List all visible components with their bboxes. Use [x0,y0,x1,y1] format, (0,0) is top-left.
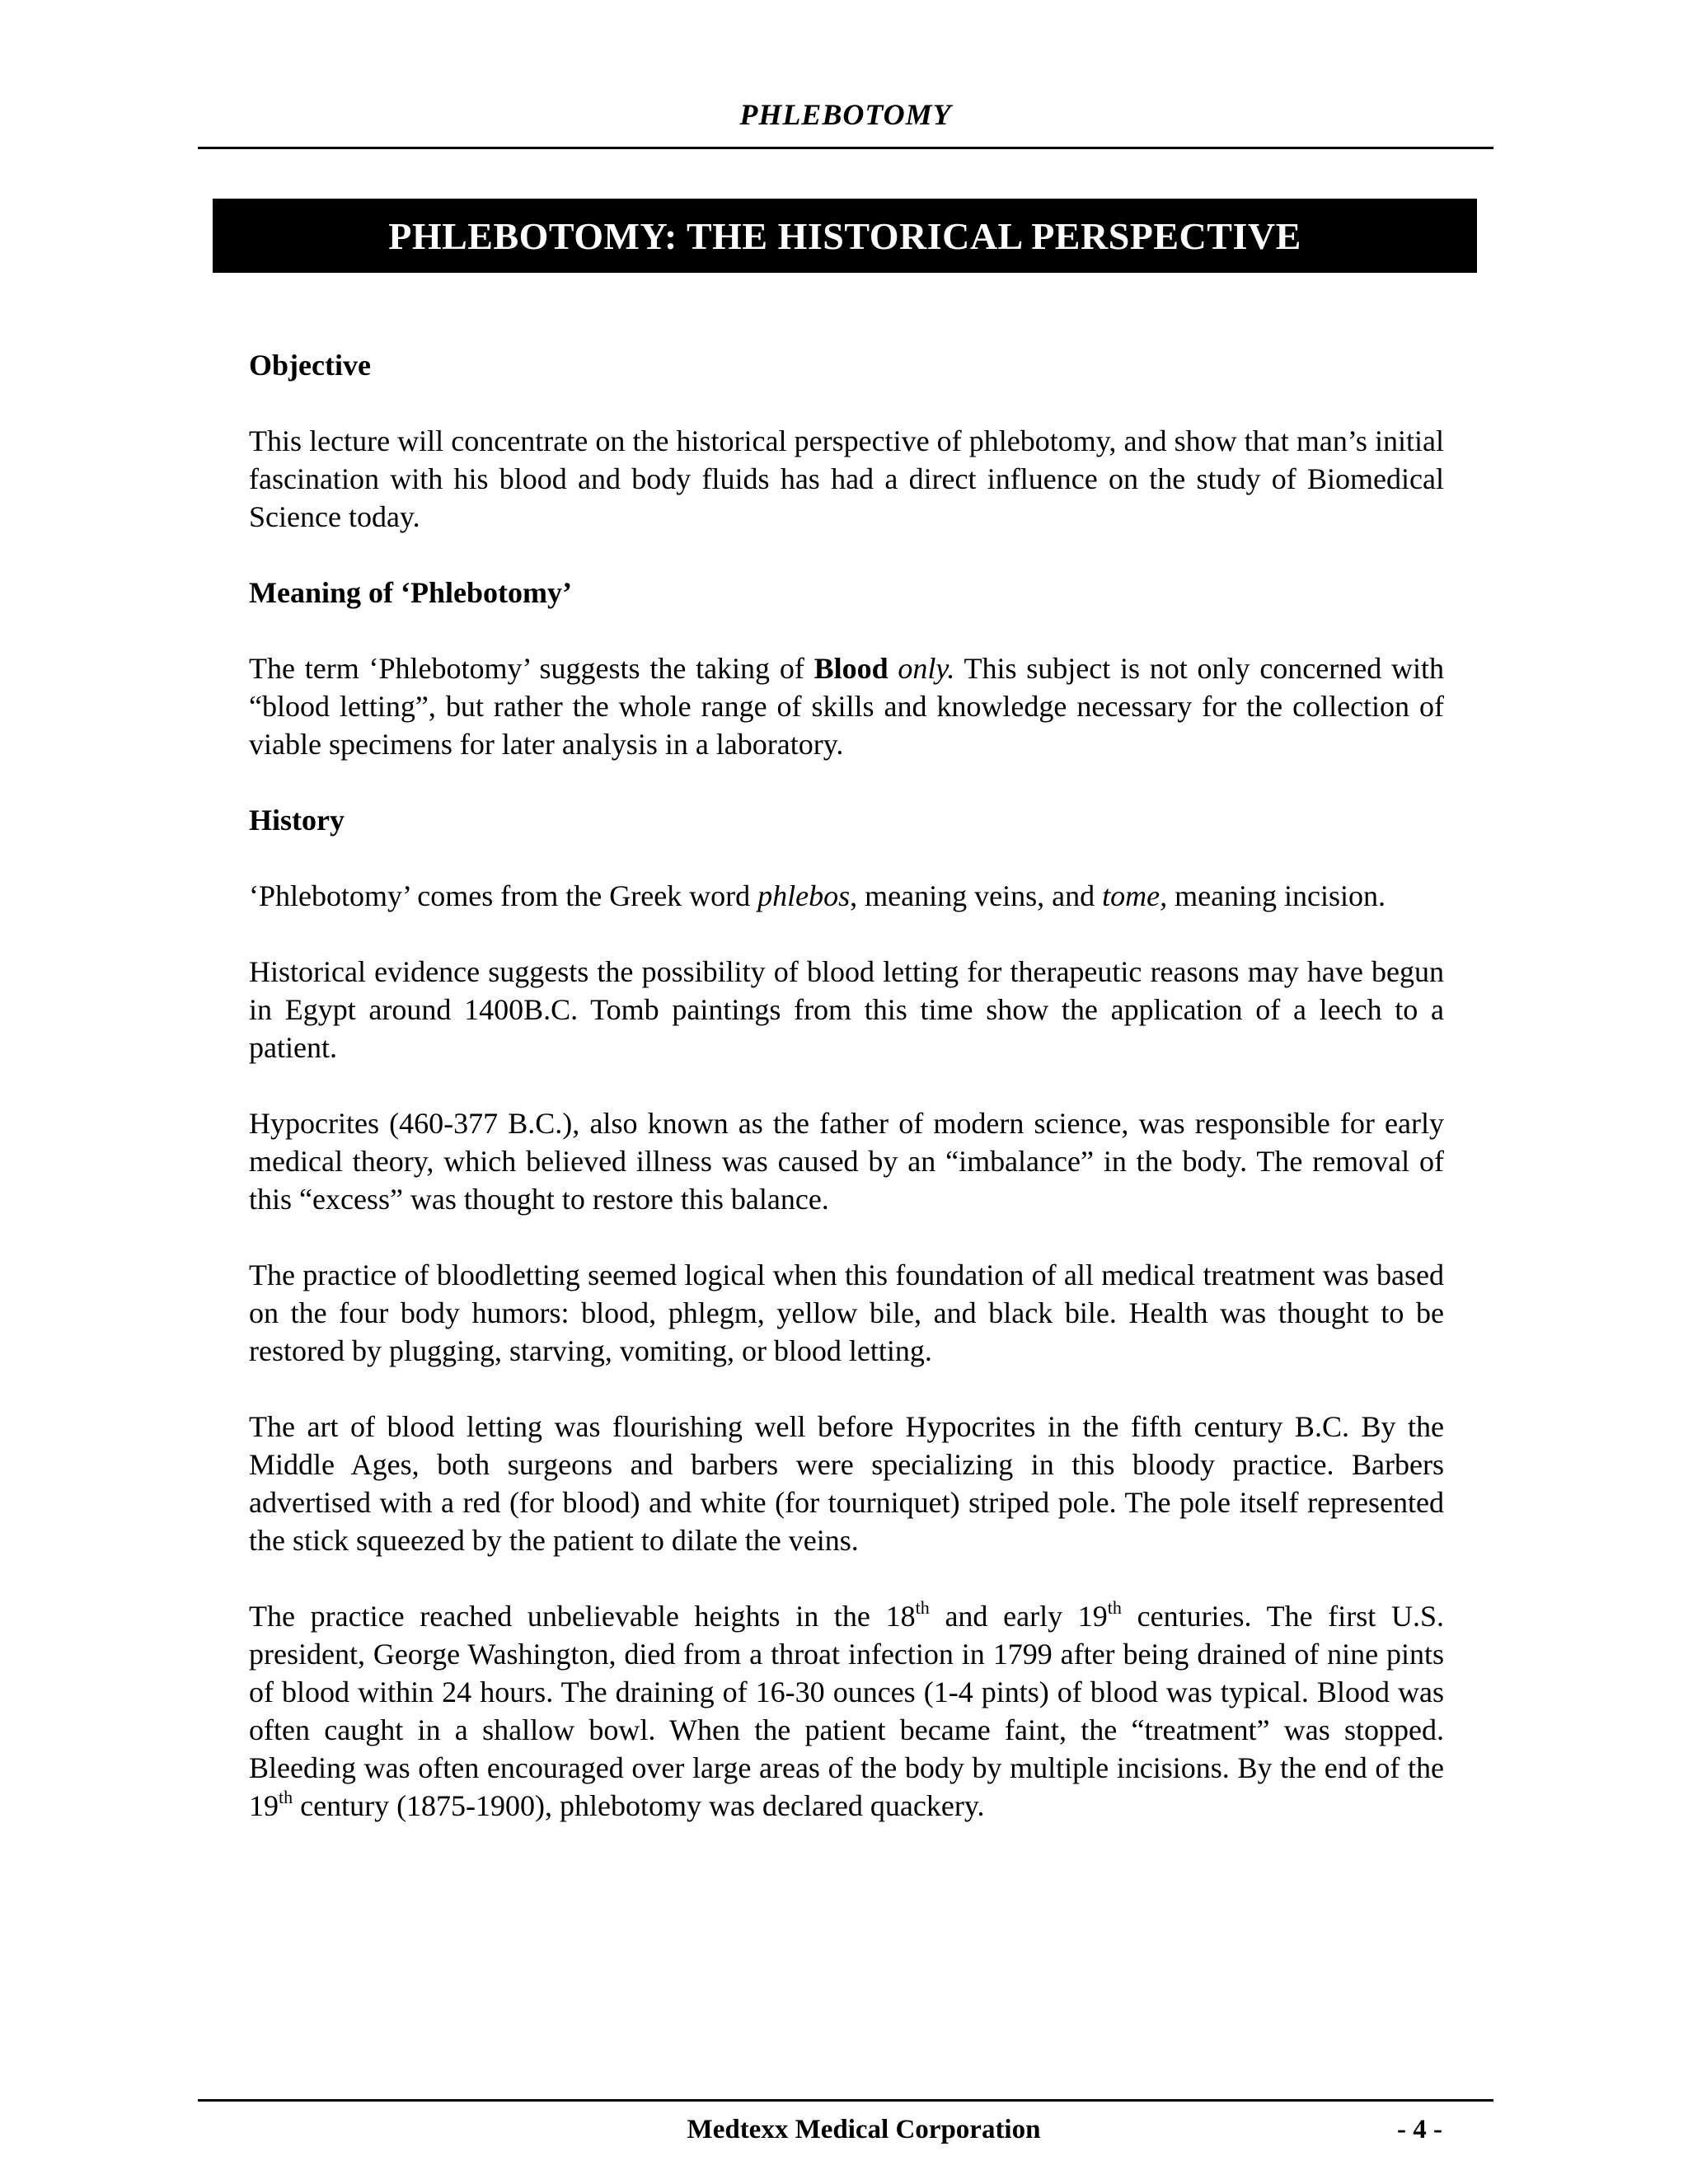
history-p6-text-a: The practice reached unbelievable heights in the 18 [249,1600,916,1633]
superscript-th: th [1107,1597,1122,1618]
meaning-text-2: This subject is not only concerned with “blood letting”, but rather the whole range of skills and knowledge necessary for the collection of viable specimens for later analysis in a laboratory. [249,652,1444,761]
meaning-heading: Meaning of ‘Phlebotomy’ [249,576,572,609]
history-paragraph-1 [249,877,1444,915]
history-p1-text-b: , meaning veins, and [850,879,1103,912]
history-paragraph-5: The art of blood letting was flourishing well before Hypocrites in the fifth century B.C. By the Middle Ages, both surgeons and barbers were specializing in this bloody practice. Barbers advertised with a red (for blood) and white (for tourniquet) striped pole. The pole itself represented the stick squeezed by the patient to dilate the veins. [249,1410,1444,1557]
footer-divider [198,2099,1493,2102]
history-heading: History [249,804,345,837]
meaning-text-1: The term ‘Phlebotomy’ suggests the taking of [249,652,814,685]
footer-company: Medtexx Medical Corporation [687,2115,1041,2144]
history-p1-italic-phlebos: phlebos [757,879,851,912]
history-paragraph-2: Historical evidence suggests the possibility of blood letting for therapeutic reasons may have begun in Egypt around 1400B.C. Tomb paintings from this time show the application of a leech to a patient. [249,955,1444,1064]
history-p6-text-d: century (1875-1900), phlebotomy was declared quackery. [293,1789,985,1822]
history-paragraph-6 [249,1597,1444,1825]
superscript-th: th [279,1787,293,1807]
history-p1-text-c: meaning incision. [1167,879,1386,912]
page-number: - 4 - [1397,2115,1442,2144]
history-paragraph-3: Hypocrites (460-377 B.C.), also known as the father of modern science, was responsible for early medical theory, which believed illness was caused by an “imbalance” in the body. The removal of this “excess” was thought to restore this balance. [249,1107,1444,1216]
history-p1-italic-tome: tome, [1102,879,1168,912]
title-bar [213,199,1477,273]
history-paragraph-4: The practice of bloodletting seemed logical when this foundation of all medical treatment was based on the four body humors: blood, phlegm, yellow bile, and black bile. Health was thought to be restored by plugging, starving, vomiting, or blood letting. [249,1258,1444,1367]
superscript-th: th [915,1597,930,1618]
page-title: PHLEBOTOMY: THE HISTORICAL PERSPECTIVE [388,214,1301,257]
running-header: PHLEBOTOMY [739,98,952,131]
meaning-bold-blood: Blood [814,652,889,685]
meaning-paragraph [249,649,1444,763]
history-p6-text-c: centuries. The first U.S. president, George Washington, died from a throat infection in 1799 after being drained of nine pints of blood within 24 hours. The draining of 16-30 ounces (1-4 pints) of blood was typical. Blood was often caught in a shallow bowl. When the patient became faint, the “treatment” was stopped. Bleeding was often encouraged over large areas of the body by multiple incisions. By the end of the 19 [249,1600,1444,1822]
objective-paragraph: This lecture will concentrate on the historical perspective of phlebotomy, and show that man’s initial fascination with his blood and body fluids has had a direct influence on the study of Biomedical Science today. [249,424,1444,533]
history-p6-text-b: and early 19 [929,1600,1108,1633]
header-divider [198,147,1493,149]
meaning-italic-only: only. [898,652,955,685]
document-body [249,346,1444,1863]
objective-heading: Objective [249,349,371,382]
history-p1-text-a: ‘Phlebotomy’ comes from the Greek word [249,879,758,912]
